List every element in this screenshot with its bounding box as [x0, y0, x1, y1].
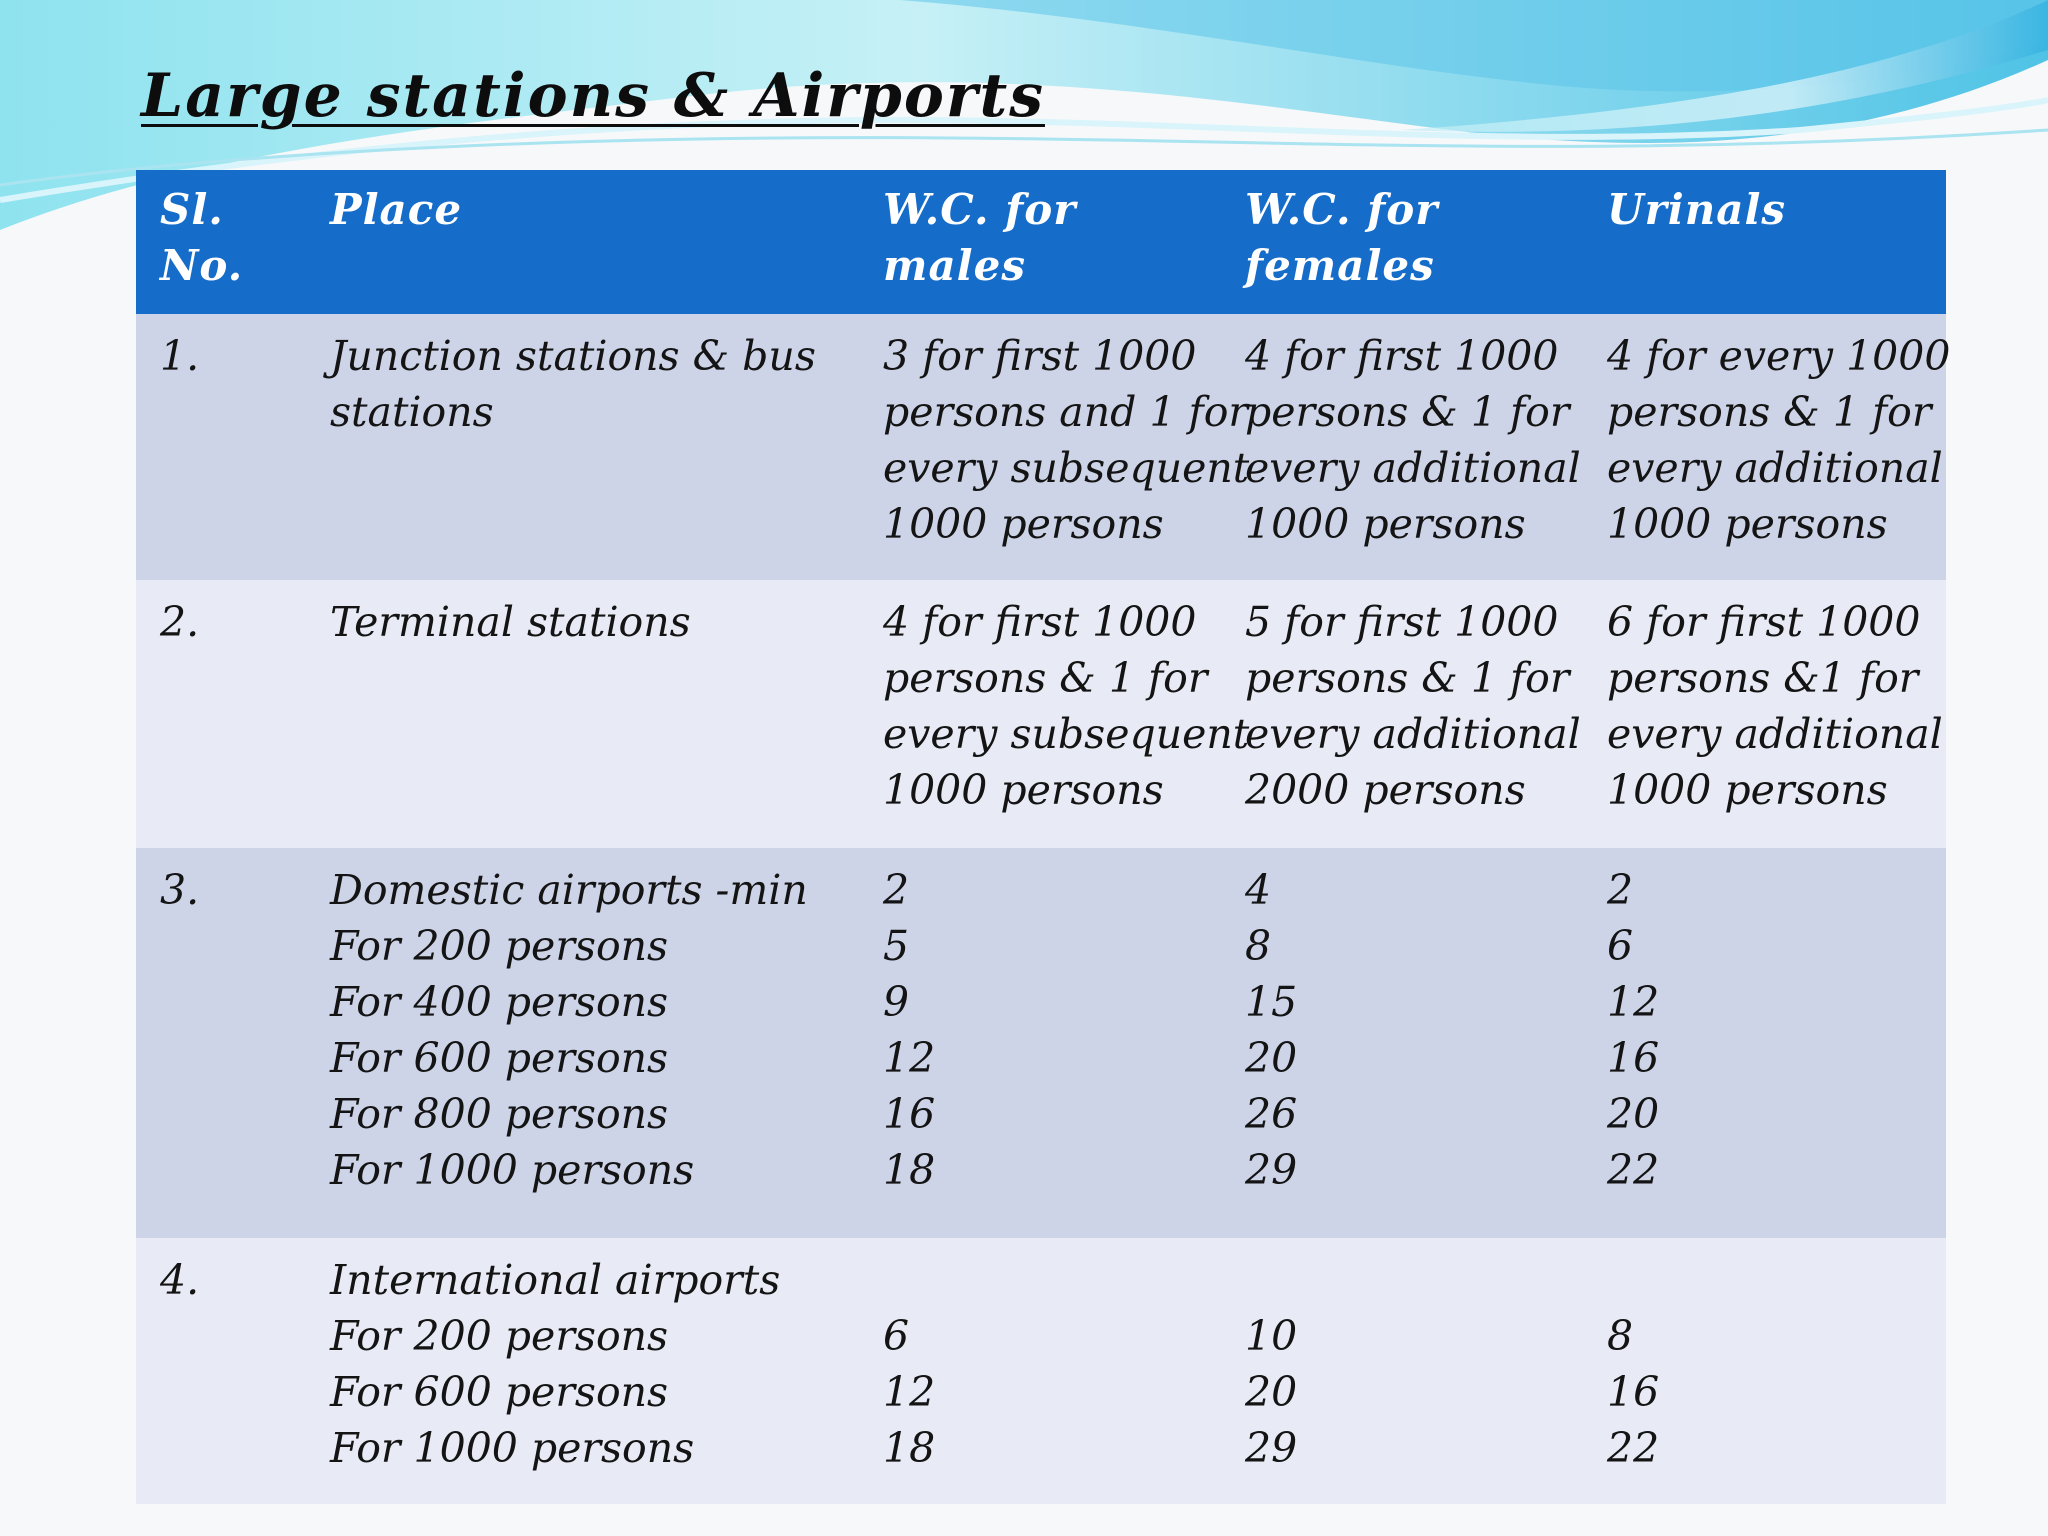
- cell-line: For 600 persons: [330, 1034, 669, 1082]
- cell-line: Domestic airports -min: [330, 866, 808, 914]
- slide-title: Large stations & Airports: [141, 61, 1045, 131]
- cell-line: International airports: [330, 1256, 781, 1304]
- cell-line: 1000 persons: [1607, 500, 1888, 548]
- header-text: W.C. for: [1245, 185, 1439, 234]
- cell-line: 6: [1607, 922, 1634, 970]
- header-sl-no: [136, 170, 306, 314]
- cell-wc-females: [1221, 314, 1583, 580]
- cell-line: [1607, 1252, 1946, 1308]
- cell-line: 15: [1245, 978, 1298, 1026]
- table-row: [136, 1238, 1946, 1504]
- cell-line: 10: [1245, 1312, 1298, 1360]
- cell-line: persons &1 for: [1607, 654, 1919, 702]
- header-text: females: [1245, 241, 1435, 290]
- cell-line: 4 for first 1000: [883, 598, 1197, 646]
- cell-line: [1245, 1252, 1583, 1308]
- cell-line: 5: [883, 922, 910, 970]
- cell-line: 6 for first 1000: [1607, 598, 1921, 646]
- cell-line: For 200 persons: [330, 1312, 669, 1360]
- header-wc-males: [859, 170, 1221, 314]
- cell-line: [883, 1252, 1221, 1308]
- cell-wc-females: [1221, 848, 1583, 1238]
- table-row: [136, 580, 1946, 848]
- cell-line: every additional: [1607, 444, 1943, 492]
- cell-line: 5 for first 1000: [1245, 598, 1559, 646]
- cell-line: persons and 1 for: [883, 388, 1249, 436]
- cell-line: 2: [883, 866, 910, 914]
- cell-place: [306, 848, 859, 1238]
- cell-line: every subsequent: [883, 444, 1250, 492]
- cell-line: 16: [1607, 1034, 1660, 1082]
- cell-line: For 800 persons: [330, 1090, 669, 1138]
- cell-place: [306, 314, 859, 580]
- cell-line: 18: [883, 1146, 936, 1194]
- header-text: Urinals: [1607, 185, 1787, 234]
- cell-line: For 200 persons: [330, 922, 669, 970]
- cell-line: Junction stations & bus: [330, 332, 816, 380]
- cell-line: 12: [883, 1034, 936, 1082]
- cell-line: 8: [1245, 922, 1272, 970]
- stations-airports-table: [136, 170, 1951, 1504]
- cell-line: 9: [883, 978, 910, 1026]
- cell-line: 1000 persons: [883, 766, 1164, 814]
- cell-wc-females: [1221, 580, 1583, 848]
- cell-line: every additional: [1245, 444, 1581, 492]
- cell-line: 29: [1245, 1146, 1298, 1194]
- header-place: [306, 170, 859, 314]
- cell-line: 18: [883, 1424, 936, 1472]
- cell-line: persons & 1 for: [1245, 654, 1570, 702]
- cell-place: [306, 1238, 859, 1504]
- cell-line: 3 for first 1000: [883, 332, 1197, 380]
- cell-line: For 600 persons: [330, 1368, 669, 1416]
- table-row: [136, 314, 1946, 580]
- cell-line: every additional: [1607, 710, 1943, 758]
- cell-wc-males: [859, 580, 1250, 848]
- cell-line: 16: [883, 1090, 936, 1138]
- cell-urinals: [1583, 580, 1946, 848]
- header-text: Place: [330, 185, 463, 234]
- cell-line: 2: [1607, 866, 1634, 914]
- cell-line: For 400 persons: [330, 978, 669, 1026]
- header-text: males: [883, 241, 1026, 290]
- cell-line: every subsequent: [883, 710, 1250, 758]
- cell-line: For 1000 persons: [330, 1146, 695, 1194]
- cell-sl-no: 1.: [160, 332, 200, 380]
- cell-line: 1000 persons: [1607, 766, 1888, 814]
- header-text: No.: [160, 241, 244, 290]
- cell-line: 26: [1245, 1090, 1298, 1138]
- cell-line: 1000 persons: [1245, 500, 1526, 548]
- cell-wc-females: [1221, 1238, 1583, 1504]
- cell-line: 20: [1245, 1368, 1298, 1416]
- cell-line: 22: [1607, 1146, 1660, 1194]
- cell-line: 20: [1245, 1034, 1298, 1082]
- cell-line: persons & 1 for: [1607, 388, 1932, 436]
- cell-line: 2000 persons: [1245, 766, 1526, 814]
- cell-sl-no: 2.: [160, 598, 200, 646]
- cell-line: 8: [1607, 1312, 1634, 1360]
- cell-line: 4: [1245, 866, 1272, 914]
- header-text: W.C. for: [883, 185, 1077, 234]
- cell-line: stations: [330, 388, 494, 436]
- cell-line: 20: [1607, 1090, 1660, 1138]
- cell-line: 12: [1607, 978, 1660, 1026]
- cell-line: Terminal stations: [330, 598, 691, 646]
- cell-wc-males: [859, 848, 1221, 1238]
- cell-sl-no: 3.: [160, 866, 200, 914]
- header-urinals: [1583, 170, 1946, 314]
- cell-urinals: [1583, 848, 1946, 1238]
- header-wc-females: [1221, 170, 1583, 314]
- header-row: [136, 170, 1946, 314]
- cell-line: 1000 persons: [883, 500, 1164, 548]
- cell-line: 29: [1245, 1424, 1298, 1472]
- cell-line: 16: [1607, 1368, 1660, 1416]
- cell-place: [306, 580, 859, 848]
- cell-line: 4 for first 1000: [1245, 332, 1559, 380]
- cell-line: 6: [883, 1312, 910, 1360]
- cell-urinals: [1583, 1238, 1946, 1504]
- cell-urinals: [1583, 314, 1951, 580]
- cell-line: persons & 1 for: [883, 654, 1208, 702]
- cell-line: For 1000 persons: [330, 1424, 695, 1472]
- cell-line: every additional: [1245, 710, 1581, 758]
- header-text: Sl.: [160, 185, 224, 234]
- cell-wc-males: [859, 314, 1250, 580]
- cell-line: 4 for every 1000: [1607, 332, 1951, 380]
- cell-line: 22: [1607, 1424, 1660, 1472]
- cell-sl-no: 4.: [160, 1256, 200, 1304]
- cell-line: 12: [883, 1368, 936, 1416]
- cell-line: persons & 1 for: [1245, 388, 1570, 436]
- cell-wc-males: [859, 1238, 1221, 1504]
- table-row: [136, 848, 1946, 1238]
